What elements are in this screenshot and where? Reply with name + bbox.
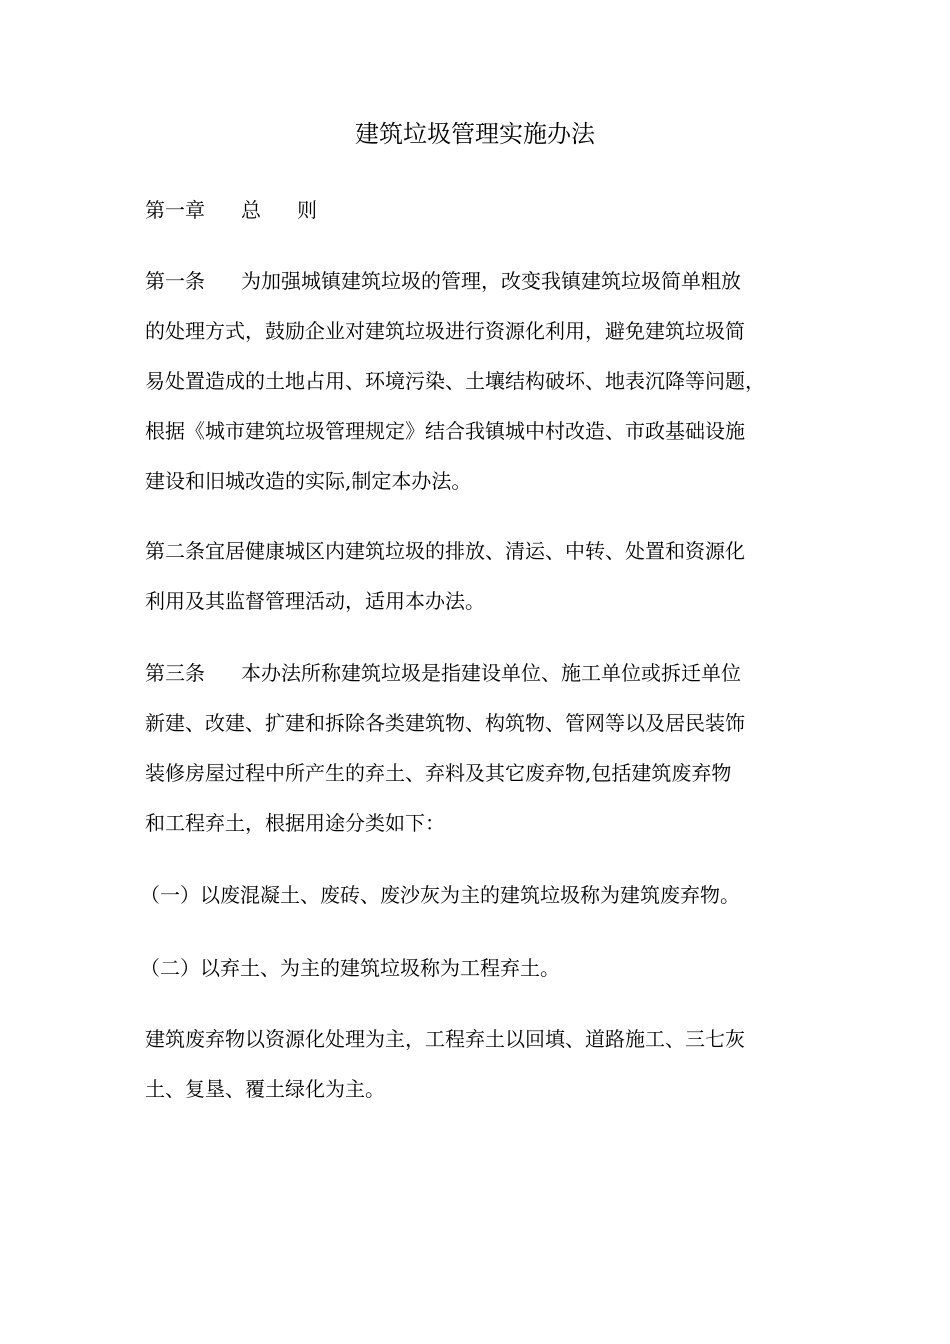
list-item-1: （一）以废混凝土、废砖、废沙灰为主的建筑垃圾称为建筑废弃物。 <box>140 883 740 907</box>
document-title: 建筑垃圾管理实施办法 <box>355 120 595 148</box>
closing-line-1: 建筑废弃物以资源化处理为主，工程弃土以回填、道路施工、三七灰 <box>145 1027 745 1051</box>
article-1-line-1: 第一条 为加强城镇建筑垃圾的管理，改变我镇建筑垃圾简单粗放 <box>145 269 741 293</box>
chapter-heading <box>145 190 317 230</box>
closing-paragraph <box>145 1014 810 1114</box>
article-2-line-2: 利用及其监督管理活动，适用本办法。 <box>145 589 485 613</box>
article-1-line-5: 建设和旧城改造的实际,制定本办法。 <box>145 469 472 493</box>
article-3-line-1: 第三条 本办法所称建筑垃圾是指建设单位、施工单位或拆迁单位 <box>145 661 741 685</box>
article-3 <box>145 648 810 848</box>
chapter-name-part1: 总 <box>241 198 261 222</box>
article-1-line-3: 易处置造成的土地占用、环境污染、土壤结构破坏、地表沉降等问题， <box>145 369 765 393</box>
article-2-line-1: 第二条宜居健康城区内建筑垃圾的排放、清运、中转、处置和资源化 <box>145 539 745 563</box>
article-1 <box>145 256 810 506</box>
list-item-2: （二）以弃土、为主的建筑垃圾称为工程弃土。 <box>140 956 560 980</box>
chapter-name-part2: 则 <box>297 198 317 222</box>
article-3-line-4: 和工程弃土，根据用途分类如下： <box>145 811 445 835</box>
article-3-line-3: 装修房屋过程中所产生的弃土、弃料及其它废弃物,包括建筑废弃物 <box>145 761 732 785</box>
chapter-number: 第一章 <box>145 198 205 222</box>
article-1-label: 第一条 <box>145 269 205 293</box>
article-3-label: 第三条 <box>145 661 205 685</box>
article-2 <box>145 526 810 626</box>
closing-line-2: 土、复垦、覆土绿化为主。 <box>145 1077 385 1101</box>
article-1-line-2: 的处理方式，鼓励企业对建筑垃圾进行资源化利用，避免建筑垃圾简 <box>145 319 745 343</box>
article-1-line-4: 根据《城市建筑垃圾管理规定》结合我镇城中村改造、市政基础设施 <box>145 419 745 443</box>
article-3-line-2: 新建、改建、扩建和拆除各类建筑物、构筑物、管网等以及居民装饰 <box>145 711 745 735</box>
